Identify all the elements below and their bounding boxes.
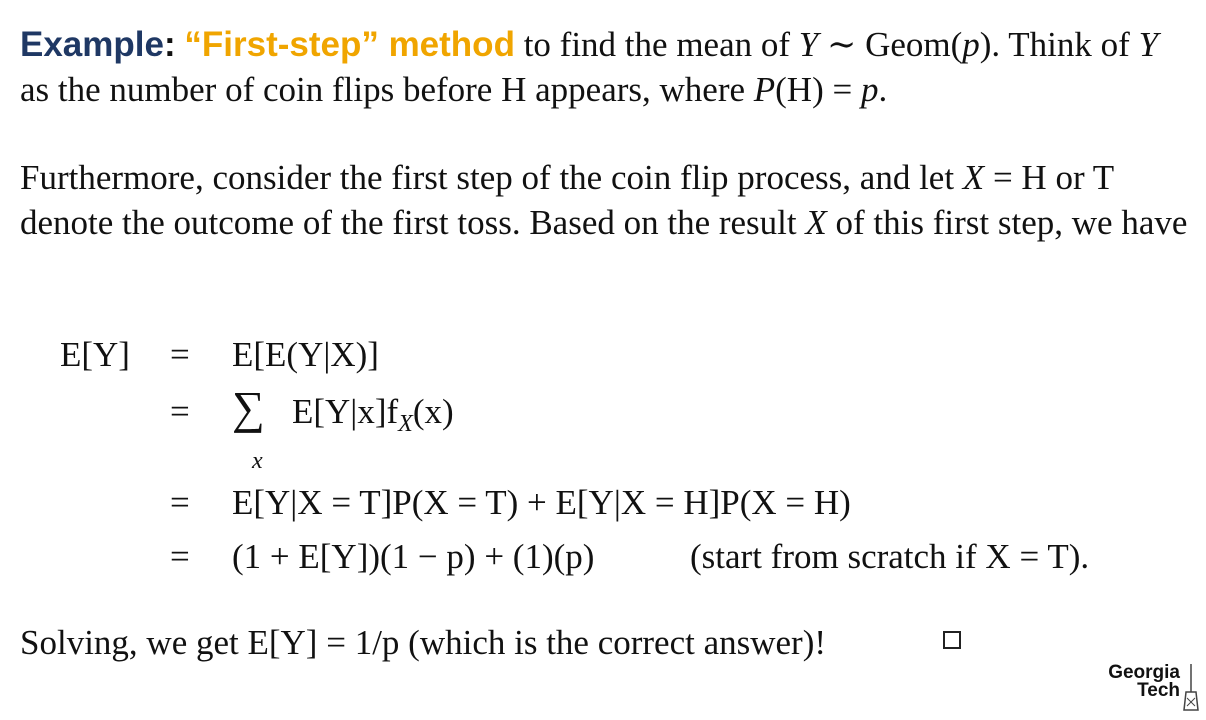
qed-box-icon: [943, 631, 961, 649]
sum-symbol: ∑: [232, 382, 265, 433]
var-x: X: [962, 158, 985, 197]
equation-row-2: [292, 392, 454, 438]
var-y: Y: [798, 25, 819, 64]
para2-text-3: of this first step, we have: [826, 203, 1188, 242]
equals-sign-1: =: [170, 335, 190, 374]
geom-text: Geom(: [865, 25, 963, 64]
var-p-2: p: [860, 70, 879, 109]
equation-row-2-sub: X: [398, 411, 413, 437]
logo-line-2: Tech: [1137, 680, 1180, 701]
equation-row-3: E[Y|X = T]P(X = T) + E[Y|X = H]P(X = H): [232, 483, 851, 522]
var-x-2: X: [805, 203, 827, 242]
sim-symbol: ∼: [818, 25, 866, 64]
georgia-tech-logo: [1086, 662, 1202, 712]
intro-text-1: to find the mean of: [514, 25, 799, 64]
equation-row-4: (1 + E[Y])(1 − p) + (1)(p): [232, 537, 595, 576]
var-y-2: Y: [1138, 25, 1159, 64]
example-label: Example: [20, 25, 164, 64]
equals-sign-2: =: [170, 392, 190, 431]
conclusion-text: Solving, we get E[Y] = 1/p (which is the correct answer)!: [20, 623, 827, 662]
equation-row-1: E[E(Y|X)]: [232, 335, 379, 374]
equals-sign-4: =: [170, 537, 190, 576]
equals-sign-3: =: [170, 483, 190, 522]
para2-text-2: = H or T denote the outcome of the first toss. Based on the result: [20, 158, 1114, 242]
intro-period: .: [878, 70, 888, 109]
sum-index: x: [252, 448, 263, 474]
equation-row-2-end: (x): [412, 392, 454, 431]
equation-lhs: [60, 335, 130, 375]
var-p: p: [962, 25, 980, 64]
para2-text-1: Furthermore, consider the first step of the coin flip process, and let: [20, 158, 963, 197]
prob-h: (H) =: [775, 70, 861, 109]
intro-text-2: Think of: [1000, 25, 1139, 64]
intro-text-3: as the number of coin flips before H appears, where: [20, 70, 754, 109]
prob-p: P: [753, 70, 776, 109]
example-colon: :: [163, 25, 176, 64]
tech-tower-icon: [1182, 662, 1200, 712]
logo-line-1: Georgia: [1108, 662, 1180, 683]
method-name: “First-step” method: [184, 25, 515, 64]
equation-row-2-main: E[Y|x]f: [292, 392, 399, 431]
geom-close: ).: [979, 25, 1001, 64]
equation-row-4-note: (start from scratch if X = T).: [690, 537, 1090, 576]
equation-lhs-text: E[Y]: [60, 335, 130, 374]
